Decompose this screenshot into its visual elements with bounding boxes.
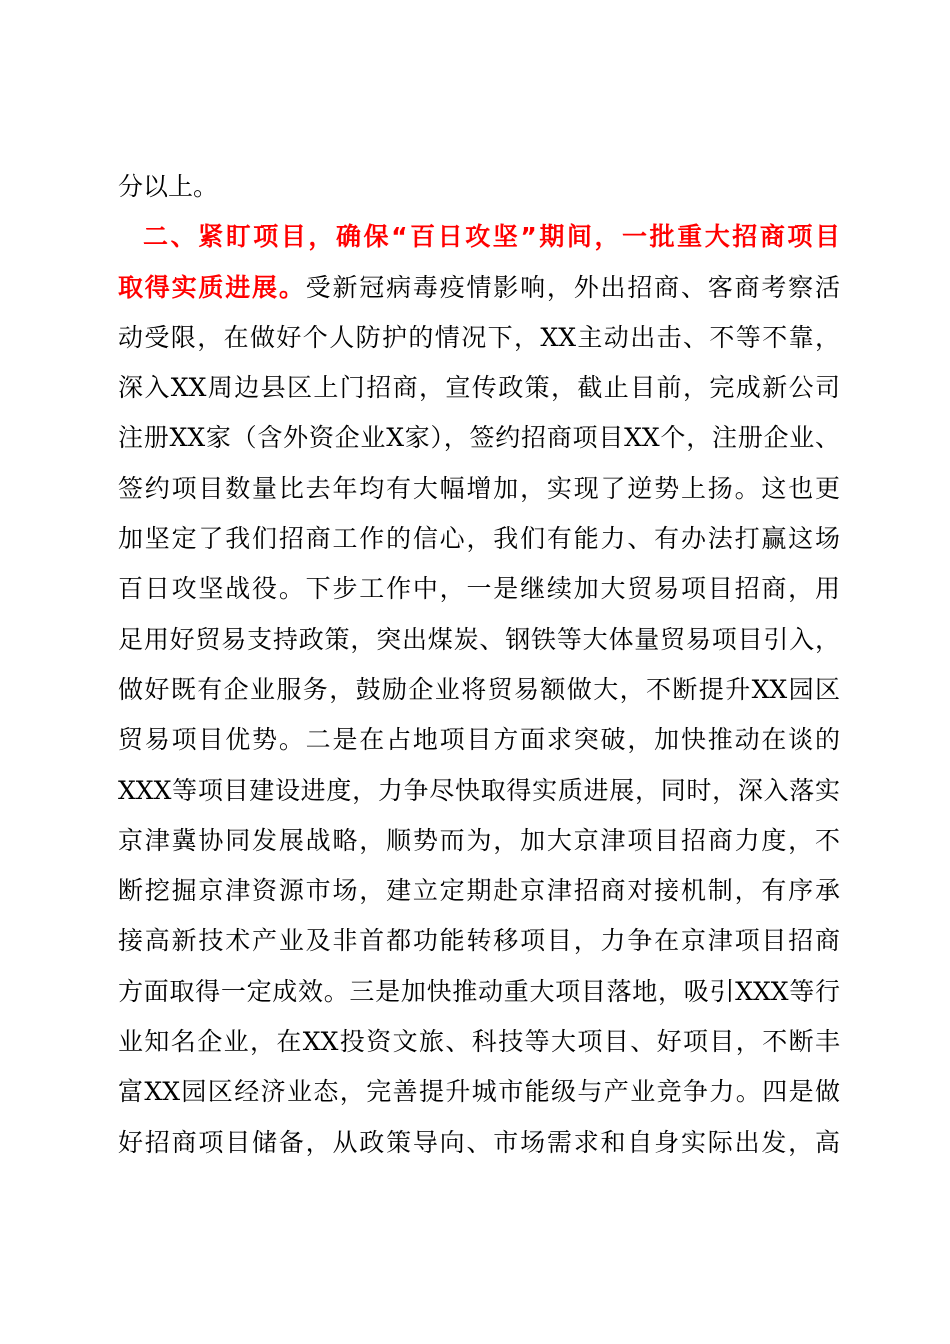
section-heading-line [118,212,840,262]
line-text: 好招商项目储备，从政策导向、市场需求和自身实际出发，高 [118,1127,840,1157]
body-text [118,162,840,1168]
line-text: 动受限，在做好个人防护的情况下，XX主动出击、不等不靠， [118,322,840,352]
line-text: 做好既有企业服务，鼓励企业将贸易额做大，不断提升XX园区 [118,674,840,704]
text-line [118,1067,840,1117]
line-text: 接高新技术产业及非首都功能转移项目，力争在京津项目招商 [118,926,840,956]
text-line [118,564,840,614]
text-line [118,413,840,463]
text-line [118,615,840,665]
section-heading: 二、紧盯项目，确保“百日攻坚”期间，一批重大招商项目 [143,222,840,252]
line-text: 富XX园区经济业态，完善提升城市能级与产业竞争力。四是做 [118,1077,840,1107]
line-text: 贸易项目优势。二是在占地项目方面求突破，加快推动在谈的 [118,725,840,755]
text-line [118,263,840,313]
text-line [118,665,840,715]
text-line [118,766,840,816]
line-text: 业知名企业，在XX投资文旅、科技等大项目、好项目，不断丰 [118,1027,840,1057]
text-line [118,514,840,564]
text-line [118,967,840,1017]
line-text: 注册XX家（含外资企业X家），签约招商项目XX个，注册企业、 [118,423,840,453]
line-text: 断挖掘京津资源市场，建立定期赴京津招商对接机制，有序承 [118,876,840,906]
line-text: 分以上。 [118,172,219,201]
text-line [118,464,840,514]
section-heading-continued: 取得实质进展。 [118,272,306,302]
line-text: 深入XX周边县区上门招商，宣传政策，截止目前，完成新公司 [118,373,840,403]
line-text: 足用好贸易支持政策，突出煤炭、钢铁等大体量贸易项目引入， [118,624,840,654]
line-text: XXX等项目建设进度，力争尽快取得实质进展，同时，深入落实 [118,775,840,805]
text-line [118,916,840,966]
line-text: 百日攻坚战役。下步工作中，一是继续加大贸易项目招商，用 [118,574,840,604]
text-line [118,363,840,413]
line-text: 受新冠病毒疫情影响，外出招商、客商考察活 [305,272,840,302]
text-line [118,715,840,765]
line-text: 京津冀协同发展战略，顺势而为，加大京津项目招商力度，不 [118,825,840,855]
text-line [118,816,840,866]
text-line [118,1017,840,1067]
text-line [118,162,840,212]
line-text: 加坚定了我们招商工作的信心，我们有能力、有办法打赢这场 [118,524,840,554]
text-line [118,1118,840,1168]
text-line [118,866,840,916]
line-text: 签约项目数量比去年均有大幅增加，实现了逆势上扬。这也更 [118,473,840,503]
text-line [118,313,840,363]
line-text: 方面取得一定成效。三是加快推动重大项目落地，吸引XXX等行 [118,976,840,1006]
